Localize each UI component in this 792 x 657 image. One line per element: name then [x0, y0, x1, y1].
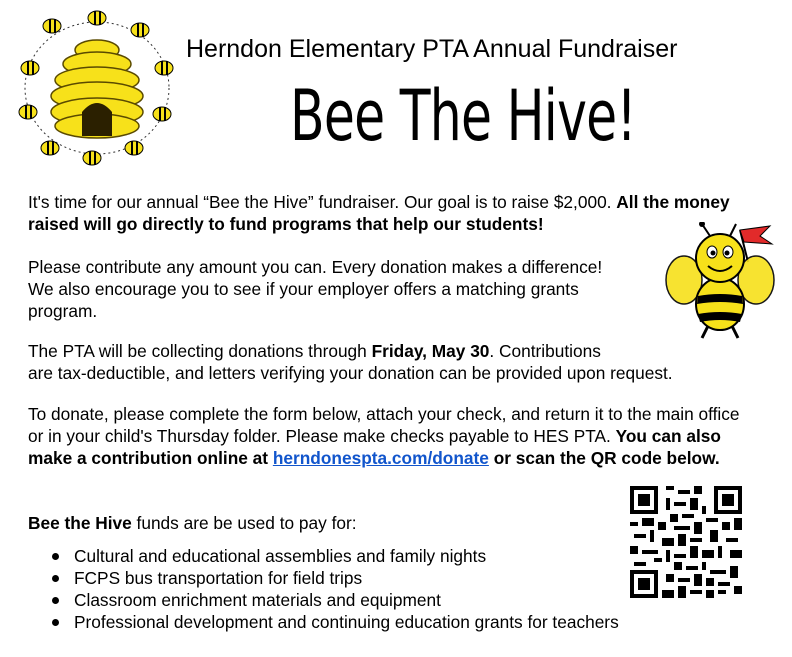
contribute-line-2: We also encourage you to see if your employer offers a matching grants: [28, 279, 579, 299]
tax-deductible-text: are tax-deductible, and letters verifying your donation can be provided upon request.: [28, 363, 673, 383]
qr-code-icon[interactable]: [630, 486, 742, 598]
intro-text: It's time for our annual “Bee the Hive” fundraiser. Our goal is to raise $2,000.: [28, 192, 617, 212]
intro-paragraph: [28, 191, 738, 235]
beehive-with-bees-icon: [12, 8, 182, 168]
bee-with-flag-icon: [660, 222, 780, 342]
donate-instructions: To donate, please complete the form below, attach your check, and return it to the main office or in your child's Thursday folder. Please make checks payable to HES PTA.: [28, 404, 740, 446]
contribute-line-3: program.: [28, 301, 98, 321]
donate-link[interactable]: herndonespta.com/donate: [272, 448, 489, 468]
how-to-donate-paragraph: [28, 403, 758, 469]
funds-heading: [28, 512, 357, 534]
deadline-text: The PTA will be collecting donations through: [28, 341, 372, 361]
deadline-text-end: . Contributions: [489, 341, 601, 361]
qr-instructions: or scan the QR code below.: [488, 448, 720, 468]
contribute-line-1: Please contribute any amount you can. Every donation makes a difference!: [28, 257, 603, 277]
list-item: Classroom enrichment materials and equipment: [28, 589, 619, 611]
funds-heading-text: funds are be used to pay for:: [131, 513, 357, 533]
funds-uses-list: [28, 545, 619, 633]
contribute-paragraph: [28, 256, 668, 322]
online-donate-text: You can also make a contribution online at: [28, 426, 721, 468]
deadline-paragraph: [28, 340, 768, 384]
deadline-date: Friday, May 30: [371, 341, 490, 361]
funds-heading-bold: Bee the Hive: [28, 513, 132, 533]
list-item: Professional development and continuing education grants for teachers: [28, 611, 619, 633]
list-item: Cultural and educational assemblies and family nights: [28, 545, 619, 567]
page-title: Bee The Hive!: [290, 75, 636, 157]
list-item: FCPS bus transportation for field trips: [28, 567, 619, 589]
intro-bold-text: All the money raised will go directly to fund programs that help our students!: [28, 192, 730, 234]
fundraiser-subtitle: Herndon Elementary PTA Annual Fundraiser: [186, 35, 678, 63]
